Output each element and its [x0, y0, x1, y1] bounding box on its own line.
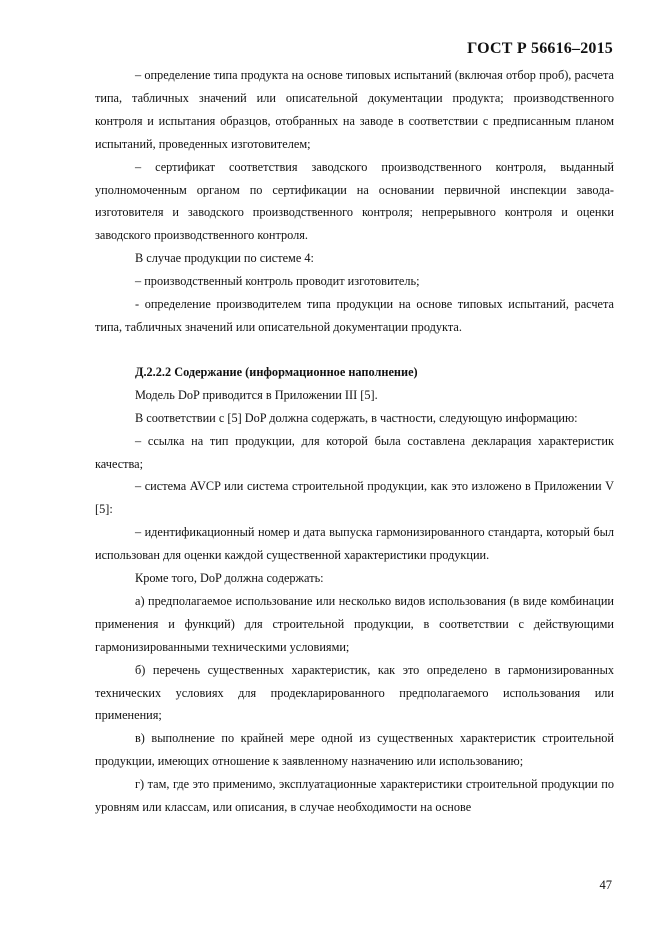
paragraph-system-4-intro: В случае продукции по системе 4: — [135, 251, 314, 266]
paragraph-dop-model: Модель DoP приводится в Приложении III [5]. — [135, 387, 378, 402]
section-heading: Д.2.2.2 Содержание (информационное наполнение) — [135, 364, 418, 379]
paragraph-type-determination: – определение типа продукта на основе типовых испытаний (включая отбор проб), расчета типа, табличных значений или описательной документации продукта; производственного контроля и испытания образцов, отобранных на заводе в соответствии с предписанным планом испытаний, проведенных изготовителем; — [95, 68, 614, 151]
document-body — [95, 64, 614, 819]
list-item-v: в) выполнение по крайней мере одной из существенных характеристик строительной продукции, имеющих отношение к заявленному назначению или использованию; — [95, 731, 614, 769]
section-spacer — [95, 339, 614, 361]
document-header: ГОСТ Р 56616–2015 — [467, 40, 613, 57]
page-number: 47 — [599, 878, 612, 892]
paragraph-manufacturer-determination: - определение производителем типа продукции на основе типовых испытаний, расчета типа, табличных значений или описательной документации продукта. — [95, 297, 614, 334]
paragraph-additionally: Кроме того, DoP должна содержать: — [135, 571, 324, 586]
paragraph-avcp-system: – система AVCP или система строительной продукции, как это изложено в Приложении V [5]: — [95, 479, 614, 517]
list-item-b: б) перечень существенных характеристик, как это определено в гармонизированных технических условиях для продекларированного предполагаемого использования или применения; — [95, 662, 614, 723]
paragraph-product-type-reference: – ссылка на тип продукции, для которой была составлена декларация характеристик качества; — [95, 433, 614, 471]
paragraph-dop-requirements: В соответствии с [5] DoP должна содержать, в частности, следующую информацию: — [135, 410, 578, 425]
paragraph-conformity-certificate: – сертификат соответствия заводского производственного контроля, выданный уполномоченным органом по сертификации на основании первичной инспекции завода-изготовителя и заводского производственного контроля; непрерывного контроля и оценки заводского производственного контроля. — [95, 159, 614, 243]
list-item-a: а) предполагаемое использование или несколько видов использования (в виде комбинации применения и функций) для строительной продукции, в соответствии с действующими гармонизированными техническими условиями; — [95, 593, 614, 654]
list-item-g: г) там, где это применимо, эксплуатационные характеристики строительной продукции по уровням или классам, или описания, в случае необходимости на основе — [95, 777, 614, 815]
paragraph-production-control: – производственный контроль проводит изготовитель; — [135, 274, 420, 289]
paragraph-standard-id: – идентификационный номер и дата выпуска гармонизированного стандарта, который был использован для оценки каждой существенной характеристики продукции. — [95, 525, 614, 563]
